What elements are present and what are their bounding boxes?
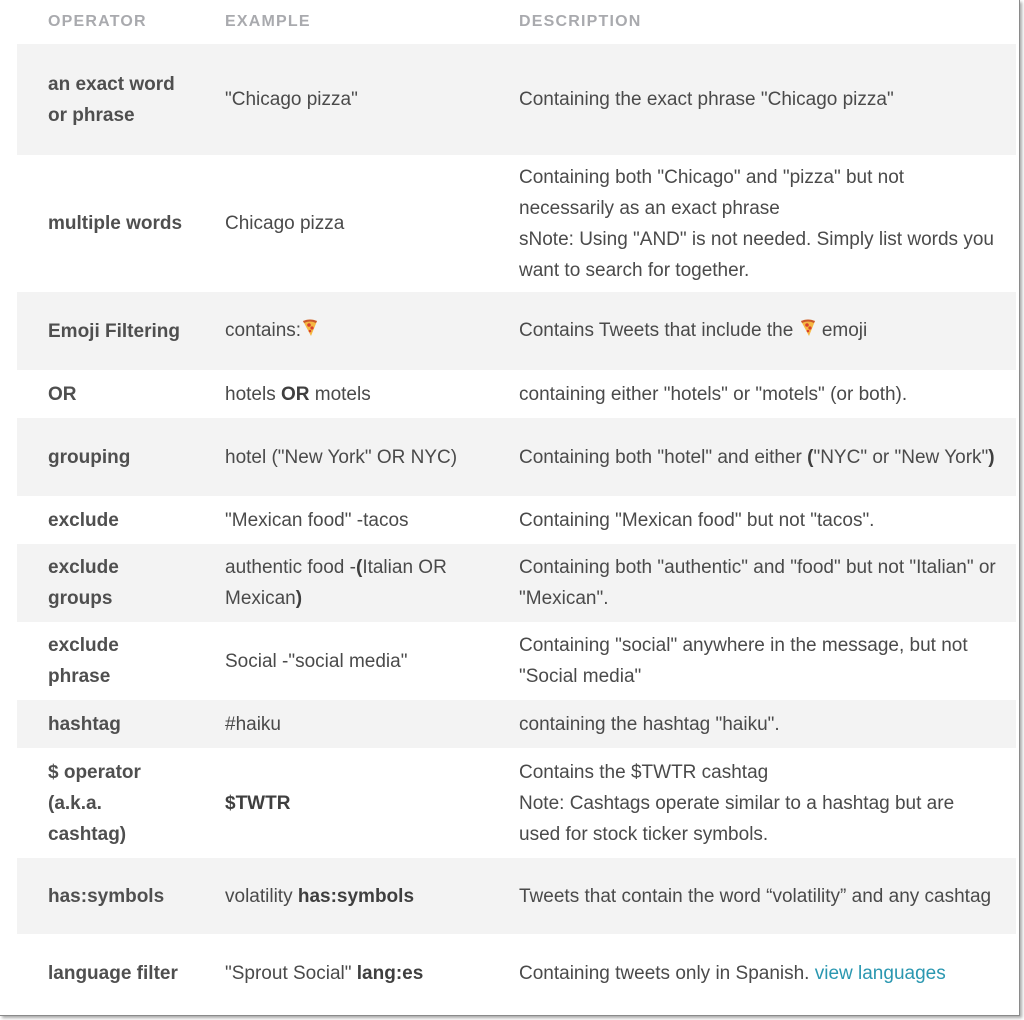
table-row <box>17 622 1016 700</box>
operator-cell: language filter <box>48 962 178 984</box>
description-mid: "NYC" or "New York" <box>813 446 989 468</box>
description-cell: containing either "hotels" or "motels" (or both). <box>519 383 908 405</box>
description-cell <box>488 292 1016 370</box>
description-note: Note: Cashtags operate similar to a hashtag but are used for stock ticker symbols. <box>519 792 955 845</box>
table-row <box>17 544 1016 622</box>
example-cell: $TWTR <box>225 792 291 814</box>
description-text: Contains the $TWTR cashtag <box>519 761 769 783</box>
header-description: DESCRIPTION <box>519 13 642 30</box>
example-operator: has:symbols <box>297 885 415 907</box>
example-operator: OR <box>280 383 310 405</box>
example-text: volatility <box>225 885 298 907</box>
example-text: contains: <box>225 319 302 341</box>
description-text: Containing tweets only in Spanish. <box>519 962 815 984</box>
paren-open: ( <box>807 446 814 468</box>
table-row <box>17 44 1016 155</box>
example-text: authentic food - <box>225 557 356 578</box>
example-cell: hotel ("New York" OR NYC) <box>194 418 488 496</box>
example-cell <box>194 858 488 934</box>
description-cell: Containing "social" anywhere in the message, but not "Social media" <box>519 635 968 687</box>
operator-cell: grouping <box>17 418 194 496</box>
table-row <box>17 496 1016 544</box>
example-text-end: motels <box>309 383 371 405</box>
pizza-emoji-icon <box>799 317 817 348</box>
operator-cell: exclude phrase <box>48 635 119 687</box>
example-operator: lang:es <box>356 962 424 984</box>
description-cell <box>488 748 1016 858</box>
example-cell <box>194 934 488 1012</box>
operator-cell: Emoji Filtering <box>17 292 194 370</box>
description-cell <box>488 418 1016 496</box>
operators-table <box>17 0 1016 1012</box>
table-row <box>17 858 1016 934</box>
table-row <box>17 418 1016 496</box>
operator-cell: multiple words <box>48 213 183 234</box>
example-mid: Italian OR Mexican <box>225 557 447 609</box>
example-cell: #haiku <box>194 700 488 748</box>
description-cell: Containing both "authentic" and "food" but not "Italian" or "Mexican". <box>488 544 1016 622</box>
paren-open: ( <box>355 557 363 578</box>
table-row <box>17 155 1016 292</box>
operator-cell: OR <box>48 383 77 405</box>
header-operator: OPERATOR <box>48 13 147 30</box>
operator-cell: $ operator (a.k.a. cashtag) <box>48 761 141 845</box>
example-cell: "Mexican food" -tacos <box>225 509 409 531</box>
example-cell <box>194 370 488 418</box>
description-text-end: emoji <box>816 319 868 341</box>
table-row <box>17 700 1016 748</box>
description-note: sNote: Using "AND" is not needed. Simply list words you want to search for together. <box>519 228 994 281</box>
table-row <box>17 934 1016 1012</box>
description-cell: containing the hashtag "haiku". <box>488 700 1016 748</box>
table-row <box>17 748 1016 858</box>
view-languages-link[interactable]: view languages <box>814 962 946 984</box>
paren-close: ) <box>295 588 303 609</box>
example-cell: Social -"social media" <box>225 650 408 672</box>
description-cell: Tweets that contain the word “volatility” and any cashtag <box>488 858 1016 934</box>
description-cell <box>488 934 1016 1012</box>
operator-cell: hashtag <box>17 700 194 748</box>
example-cell <box>194 292 488 370</box>
example-cell <box>194 544 488 622</box>
paren-close: ) <box>988 446 995 468</box>
description-cell <box>488 155 1016 292</box>
description-text: Containing both "Chicago" and "pizza" but not necessarily as an exact phrase <box>519 166 905 219</box>
example-cell: "Chicago pizza" <box>194 44 488 155</box>
pizza-emoji-icon <box>301 317 319 348</box>
operator-cell: exclude <box>48 509 119 531</box>
table-row <box>17 292 1016 370</box>
operator-cell: has:symbols <box>17 858 194 934</box>
description-cell: Containing "Mexican food" but not "tacos". <box>519 509 875 531</box>
table-row <box>17 370 1016 418</box>
description-text: Contains Tweets that include the <box>519 319 799 341</box>
example-text: "Sprout Social" <box>225 962 357 984</box>
header-example: EXAMPLE <box>225 13 311 30</box>
operator-cell: exclude groups <box>17 544 194 622</box>
example-cell: Chicago pizza <box>225 213 345 234</box>
description-cell: Containing the exact phrase "Chicago pizza" <box>488 44 1016 155</box>
description-text: Containing both "hotel" and either <box>519 446 808 468</box>
table-header-row <box>17 0 1016 44</box>
operator-cell: an exact word or phrase <box>17 44 194 155</box>
example-text: hotels <box>225 383 281 405</box>
